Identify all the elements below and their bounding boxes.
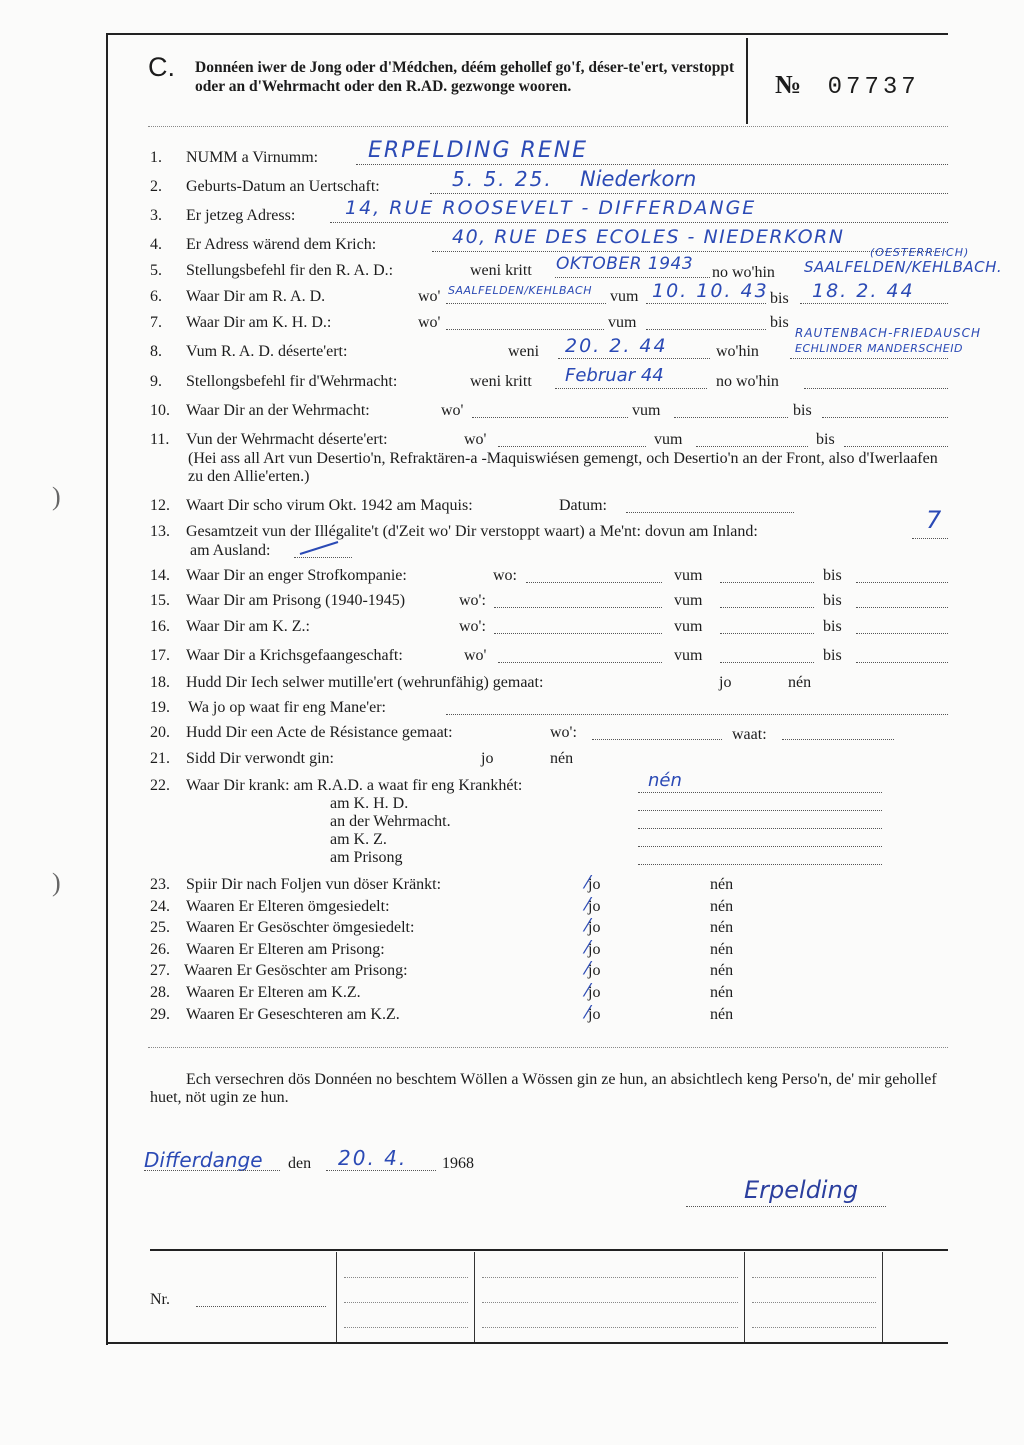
- option-no[interactable]: nén: [710, 941, 734, 958]
- margin-punch-mark: ): [52, 868, 61, 897]
- answer-line[interactable]: [526, 582, 662, 583]
- date-line[interactable]: [326, 1170, 436, 1171]
- item-label: Waar Dir an enger Strofkompanie:: [186, 567, 407, 584]
- answer-line[interactable]: [555, 388, 707, 389]
- answer-line[interactable]: [646, 329, 766, 330]
- handwritten-birthplace: Niederkorn: [580, 167, 697, 191]
- item-label: Hudd Dir een Acte de Résistance gemaat:: [186, 724, 453, 741]
- item-label: Waaren Er Gesöschter am Prisong:: [184, 962, 408, 979]
- frame-top-border: [106, 33, 948, 35]
- item-label: Waar Dir am K. Z.:: [186, 618, 310, 635]
- item-field-label: wo':: [459, 592, 486, 609]
- table-cell-line[interactable]: [752, 1327, 876, 1328]
- date-prefix: den: [288, 1155, 312, 1172]
- number-symbol: №: [775, 70, 802, 99]
- item-field-label: wo':: [550, 724, 577, 741]
- item-field-label: wo'hin: [716, 343, 759, 360]
- item-label: Waaren Er Gesöschter ömgesiedelt:: [186, 919, 415, 936]
- answer-line[interactable]: [558, 358, 710, 359]
- handwritten-signature: Erpelding: [744, 1176, 859, 1204]
- handwritten-desert-date: 20. 2. 44: [565, 335, 668, 357]
- item-number: 4.: [150, 236, 162, 253]
- item-number: 15.: [150, 592, 170, 609]
- handwritten-rad-order-date: OKTOBER 1943: [556, 254, 694, 274]
- declaration-text: Ech versechren dös Donnéen no beschtem Wöllen a Wössen gin ze hun, an absichtlech keng Perso'n, de' mir gehollef huet, nöt ugin ze hun.: [150, 1071, 937, 1106]
- item-field-label: Datum:: [559, 497, 607, 514]
- item-field-label: weni: [508, 343, 540, 360]
- illness-sub-label: an der Wehrmacht.: [330, 813, 451, 830]
- item-field-label: vum: [674, 592, 703, 609]
- item-label: Stellongsbefehl fir d'Wehrmacht:: [186, 373, 398, 390]
- item-label: Er Adress wärend dem Krich:: [186, 236, 377, 253]
- answer-line[interactable]: [696, 446, 808, 447]
- item-field-label: bis: [770, 314, 789, 331]
- item-field-label: vum: [608, 314, 637, 331]
- handwritten-country: (OESTERREICH): [870, 246, 970, 259]
- table-column-divider: [474, 1252, 475, 1342]
- item-number: 1.: [150, 149, 162, 166]
- table-cell-line[interactable]: [344, 1327, 468, 1328]
- item-field-label: vum: [674, 618, 703, 635]
- answer-line[interactable]: [294, 557, 352, 558]
- answer-line[interactable]: [720, 607, 814, 608]
- illness-sub-label: am K. Z.: [330, 831, 387, 848]
- answer-line[interactable]: [790, 358, 948, 359]
- item-label: Waaren Er Elteren ömgesiedelt:: [186, 898, 390, 915]
- item-label: Waaren Er Geseschteren am K.Z.: [186, 1006, 400, 1023]
- item-label: Waar Dir am K. H. D.:: [186, 314, 332, 331]
- table-cell-line[interactable]: [752, 1277, 876, 1278]
- item-label: Wa jo op waat fir eng Mane'er:: [188, 699, 386, 716]
- nr-line[interactable]: [196, 1306, 326, 1307]
- table-column-divider: [882, 1252, 883, 1342]
- item-number: 21.: [150, 750, 170, 767]
- item-field-label: vum: [674, 567, 703, 584]
- handwritten-khd-where: RAUTENBACH-FRIEDAUSCH: [795, 326, 982, 340]
- option-yes[interactable]: jo: [588, 898, 601, 915]
- item-field-label: vum: [674, 647, 703, 664]
- answer-line[interactable]: [638, 846, 882, 847]
- signature-line[interactable]: [686, 1206, 886, 1207]
- answer-line[interactable]: [720, 633, 814, 634]
- form-heading: Donnéen iwer de Jong oder d'Médchen, déém gehollef go'f, déser-te'ert, verstoppt oder an d'Wehrmacht oder den R.AD. gezwonge wooren.: [195, 59, 735, 95]
- item-number: 12.: [150, 497, 170, 514]
- handwritten-date: 20. 4.: [338, 1146, 408, 1170]
- item-field-label: am Ausland:: [190, 542, 271, 559]
- item-number: 3.: [150, 207, 162, 224]
- item-field-label: bis: [793, 402, 812, 419]
- handwritten-birthdate: 5. 5. 25.: [452, 167, 553, 191]
- item-label: Waart Dir scho virum Okt. 1942 am Maquis:: [186, 497, 473, 514]
- option-yes[interactable]: jo: [588, 1006, 601, 1023]
- table-cell-line[interactable]: [344, 1302, 468, 1303]
- item-field-label: waat:: [732, 726, 767, 743]
- form-number: [775, 70, 920, 101]
- handwritten-rad-to: 18. 2. 44: [812, 280, 915, 302]
- answer-line[interactable]: [856, 582, 948, 583]
- strike-mark: ⁄: [586, 1002, 590, 1023]
- declaration-rule: [148, 1047, 948, 1048]
- table-column-divider: [744, 1252, 745, 1342]
- section-letter: C.: [148, 52, 175, 82]
- item-number: 25.: [150, 919, 170, 936]
- option-yes[interactable]: jo: [588, 919, 601, 936]
- item-label: NUMM a Virnumm:: [186, 149, 319, 166]
- answer-line[interactable]: [498, 662, 662, 663]
- handwritten-rad-order-place: SAALFELDEN/KEHLBACH.: [804, 258, 1003, 276]
- table-column-divider: [336, 1252, 337, 1342]
- handwritten-war-address: 40, RUE DES ECOLES - NIEDERKORN: [452, 226, 845, 248]
- handwritten-address: 14, RUE ROOSEVELT - DIFFERDANGE: [345, 197, 757, 219]
- item-label: Vun der Wehrmacht déserte'ert:: [186, 431, 388, 448]
- strike-mark: ⁄: [586, 937, 590, 958]
- answer-line[interactable]: [800, 303, 948, 304]
- answer-line[interactable]: [626, 512, 794, 513]
- item-number: 20.: [150, 724, 170, 741]
- handwritten-wehrmacht-order: Februar 44: [565, 365, 664, 386]
- answer-line[interactable]: [674, 417, 788, 418]
- answer-line[interactable]: [446, 329, 604, 330]
- item-field-label: bis: [823, 592, 842, 609]
- answer-line[interactable]: [646, 303, 766, 304]
- handwritten-dash-mark: [298, 540, 342, 556]
- item-label: Waar Dir am Prisong (1940-1945): [186, 592, 406, 609]
- item-number: 11.: [150, 431, 170, 448]
- option-no[interactable]: nén: [710, 898, 734, 915]
- answer-line[interactable]: [856, 633, 948, 634]
- answer-line[interactable]: [498, 446, 646, 447]
- item-number: 19.: [150, 699, 170, 716]
- table-cell-line[interactable]: [344, 1277, 468, 1278]
- date-year: 1968: [442, 1155, 474, 1172]
- option-no[interactable]: nén: [710, 1006, 734, 1023]
- item-label: Waar Dir a Krichsgefaangeschaft:: [186, 647, 403, 664]
- table-cell-line[interactable]: [482, 1327, 738, 1328]
- number-value: 07737: [827, 74, 920, 101]
- item-field-label: vum: [610, 288, 639, 305]
- item-number: 9.: [150, 373, 162, 390]
- item-note: (Hei ass all Art vun Desertio'n, Refraktären-a -Maquiswiésen gemengt, och Desertio'n an der Front, also d'Iwerlaafen zu den Allie'erten.): [188, 450, 938, 485]
- item-number: 26.: [150, 941, 170, 958]
- item-field-label: wo': [441, 402, 464, 419]
- item-field-label: wo': [464, 431, 487, 448]
- answer-line[interactable]: [494, 607, 662, 608]
- strike-mark: ⁄: [586, 894, 590, 915]
- item-field-label: wo': [418, 288, 441, 305]
- strike-mark: ⁄: [586, 915, 590, 936]
- handwritten-illness: nén: [648, 770, 682, 791]
- answer-line[interactable]: [638, 792, 882, 793]
- item-number: 18.: [150, 674, 170, 691]
- item-label: Gesamtzeit vun der Illégalite't (d'Zeit wo' Dir verstoppt waart) a Me'nt: dovun am Inland:: [186, 523, 758, 540]
- item-field-label: bis: [823, 567, 842, 584]
- item-number: 2.: [150, 178, 162, 195]
- handwritten-months-inland: 7: [926, 506, 944, 534]
- strike-mark: ⁄: [586, 872, 590, 893]
- answer-line[interactable]: [472, 417, 628, 418]
- item-field-label: bis: [816, 431, 835, 448]
- table-cell-line[interactable]: [482, 1277, 738, 1278]
- item-number: 22.: [150, 777, 170, 794]
- answer-line[interactable]: [856, 607, 948, 608]
- item-number: 24.: [150, 898, 170, 915]
- item-field-label: wo:: [493, 567, 517, 584]
- option-no[interactable]: nén: [710, 962, 734, 979]
- option-yes[interactable]: jo: [588, 984, 601, 1001]
- frame-bottom-border: [106, 1342, 948, 1344]
- answer-line[interactable]: [592, 739, 722, 740]
- item-label: Hudd Dir Iech selwer mutille'ert (wehrunfähig) gemaat:: [186, 674, 544, 691]
- strike-mark: ⁄: [586, 980, 590, 1001]
- option-no[interactable]: nén: [710, 984, 734, 1001]
- handwritten-rad-from: 10. 10. 43: [652, 280, 769, 302]
- item-number: 13.: [150, 523, 170, 540]
- margin-punch-mark: ): [52, 482, 61, 511]
- item-label: Spiir Dir nach Foljen vun döser Kränkt:: [186, 876, 442, 893]
- item-number: 28.: [150, 984, 170, 1001]
- answer-line[interactable]: [804, 388, 948, 389]
- item-number: 10.: [150, 402, 170, 419]
- option-yes[interactable]: jo: [481, 750, 494, 767]
- answer-line[interactable]: [638, 828, 882, 829]
- item-field-label: no wo'hin: [712, 264, 775, 281]
- item-label: Waar Dir am R. A. D.: [186, 288, 326, 305]
- illness-sub-label: am K. H. D.: [330, 795, 409, 812]
- item-number: 7.: [150, 314, 162, 331]
- item-label: Stellungsbefehl fir den R. A. D.:: [186, 262, 394, 279]
- item-number: 23.: [150, 876, 170, 893]
- answer-line[interactable]: [494, 633, 662, 634]
- header-divider: [746, 38, 748, 124]
- item-field-label: bis: [770, 290, 789, 307]
- answer-line[interactable]: [720, 662, 814, 663]
- item-number: 27.: [150, 962, 170, 979]
- answer-line[interactable]: [356, 164, 948, 165]
- handwritten-rad-where: SAALFELDEN/KEHLBACH: [448, 284, 593, 297]
- illness-sub-label: am Prisong: [330, 849, 403, 866]
- item-number: 29.: [150, 1006, 170, 1023]
- answer-line[interactable]: [555, 277, 710, 278]
- item-field-label: wo':: [459, 618, 486, 635]
- option-no[interactable]: nén: [710, 919, 734, 936]
- answer-line[interactable]: [822, 417, 948, 418]
- place-line[interactable]: [144, 1170, 280, 1171]
- item-field-label: bis: [823, 647, 842, 664]
- item-field-label: weni kritt: [470, 373, 532, 390]
- option-yes[interactable]: jo: [588, 962, 601, 979]
- item-number: 6.: [150, 288, 162, 305]
- nr-label: Nr.: [150, 1291, 170, 1308]
- handwritten-place: Differdange: [144, 1148, 263, 1172]
- table-cell-line[interactable]: [752, 1302, 876, 1303]
- item-number: 17.: [150, 647, 170, 664]
- item-label: Sidd Dir verwondt gin:: [186, 750, 334, 767]
- item-field-label: wo': [418, 314, 441, 331]
- option-no[interactable]: nén: [550, 750, 574, 767]
- answer-line[interactable]: [638, 810, 882, 811]
- handwritten-desert-where: ECHLINDER MANDERSCHEID: [795, 342, 963, 355]
- item-field-label: no wo'hin: [716, 373, 779, 390]
- item-number: 5.: [150, 262, 162, 279]
- item-number: 16.: [150, 618, 170, 635]
- item-field-label: vum: [654, 431, 683, 448]
- answer-line[interactable]: [638, 864, 882, 865]
- answer-line[interactable]: [856, 662, 948, 663]
- answer-line[interactable]: [446, 303, 606, 304]
- item-label: Waaren Er Elteren am Prisong:: [186, 941, 385, 958]
- option-yes[interactable]: jo: [588, 941, 601, 958]
- item-label: Geburts-Datum an Uertschaft:: [186, 178, 380, 195]
- answer-line[interactable]: [844, 446, 948, 447]
- item-label: Vum R. A. D. déserte'ert:: [186, 343, 348, 360]
- option-no[interactable]: nén: [788, 674, 812, 691]
- table-top-rule: [150, 1249, 948, 1251]
- item-number: 14.: [150, 567, 170, 584]
- option-yes[interactable]: jo: [588, 876, 601, 893]
- strike-mark: ⁄: [586, 958, 590, 979]
- item-field-label: wo': [464, 647, 487, 664]
- item-field-label: bis: [823, 618, 842, 635]
- answer-line[interactable]: [912, 538, 948, 539]
- item-label: Er jetzeg Adress:: [186, 207, 296, 224]
- answer-line[interactable]: [430, 193, 948, 194]
- header-dotted-rule: [148, 126, 948, 127]
- item-label: Waar Dir an der Wehrmacht:: [186, 402, 370, 419]
- frame-left-border: [106, 33, 108, 1345]
- option-no[interactable]: nén: [710, 876, 734, 893]
- answer-line[interactable]: [782, 739, 894, 740]
- item-field-label: vum: [632, 402, 661, 419]
- option-yes[interactable]: jo: [719, 674, 732, 691]
- answer-line[interactable]: [330, 222, 948, 223]
- answer-line[interactable]: [720, 582, 814, 583]
- handwritten-name: ERPELDING RENE: [368, 138, 589, 163]
- item-field-label: weni kritt: [470, 262, 532, 279]
- table-cell-line[interactable]: [482, 1302, 738, 1303]
- answer-line[interactable]: [446, 714, 948, 715]
- item-label: Waar Dir krank: am R.A.D. a waat fir eng Krankhét:: [186, 777, 523, 794]
- item-number: 8.: [150, 343, 162, 360]
- item-label: Waaren Er Elteren am K.Z.: [186, 984, 361, 1001]
